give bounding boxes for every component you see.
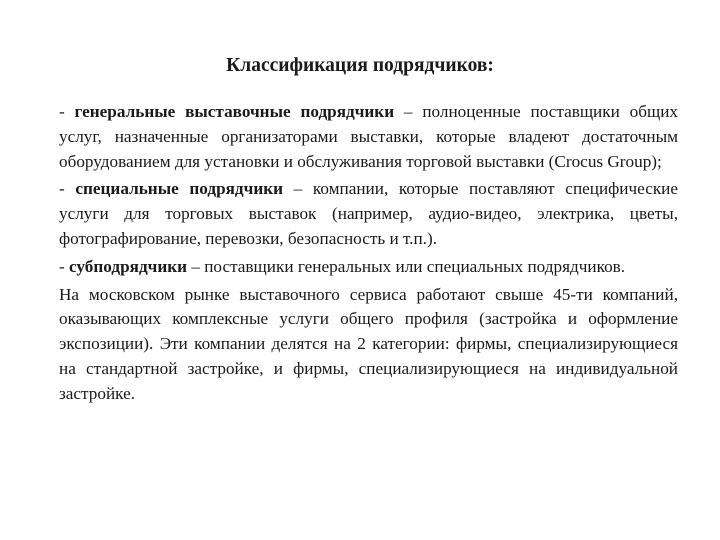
definition-subcontractors: – поставщики генеральных или специальных подрядчиков. [187, 256, 626, 276]
list-item-special-contractors [59, 177, 678, 251]
list-item-dash: - [59, 102, 75, 121]
list-item-general-contractors [59, 100, 678, 174]
term-general-contractors: генеральные выставочные подрядчики [74, 102, 395, 121]
moscow-market-paragraph: На московском рынке выставочного сервиса работают свыше 45-ти компаний, оказывающих комплексные услуги общего профиля (застройка и оформление экспозиции). Эти компании делятся на 2 категории: фирмы, специализирующиеся на стандартной застройке, и фирмы, специализирующиеся на индивидуальной застройке. [59, 284, 678, 403]
slide-body [59, 100, 678, 410]
definition-special-contractors: – компании, которые поставляют специфические услуги для торговых выставок (например, аудио-видео, электрика, цветы, фотографирование, перевозки, безопасность и т.п.). [59, 179, 679, 248]
list-item-dash: - [59, 179, 76, 199]
slide-title: Классификация подрядчиков: [226, 55, 494, 76]
term-special-contractors: специальные подрядчики [75, 179, 284, 199]
list-item-subcontractors [59, 255, 678, 280]
definition-general-contractors: – полноценные поставщики общих услуг, назначенные организаторами выставки, которые владеют достаточным оборудованием для установки и обслуживания торговой выставки (Crocus Group); [59, 102, 678, 171]
term-subcontractors: субподрядчики [69, 256, 188, 276]
list-item-dash: - [59, 256, 70, 276]
